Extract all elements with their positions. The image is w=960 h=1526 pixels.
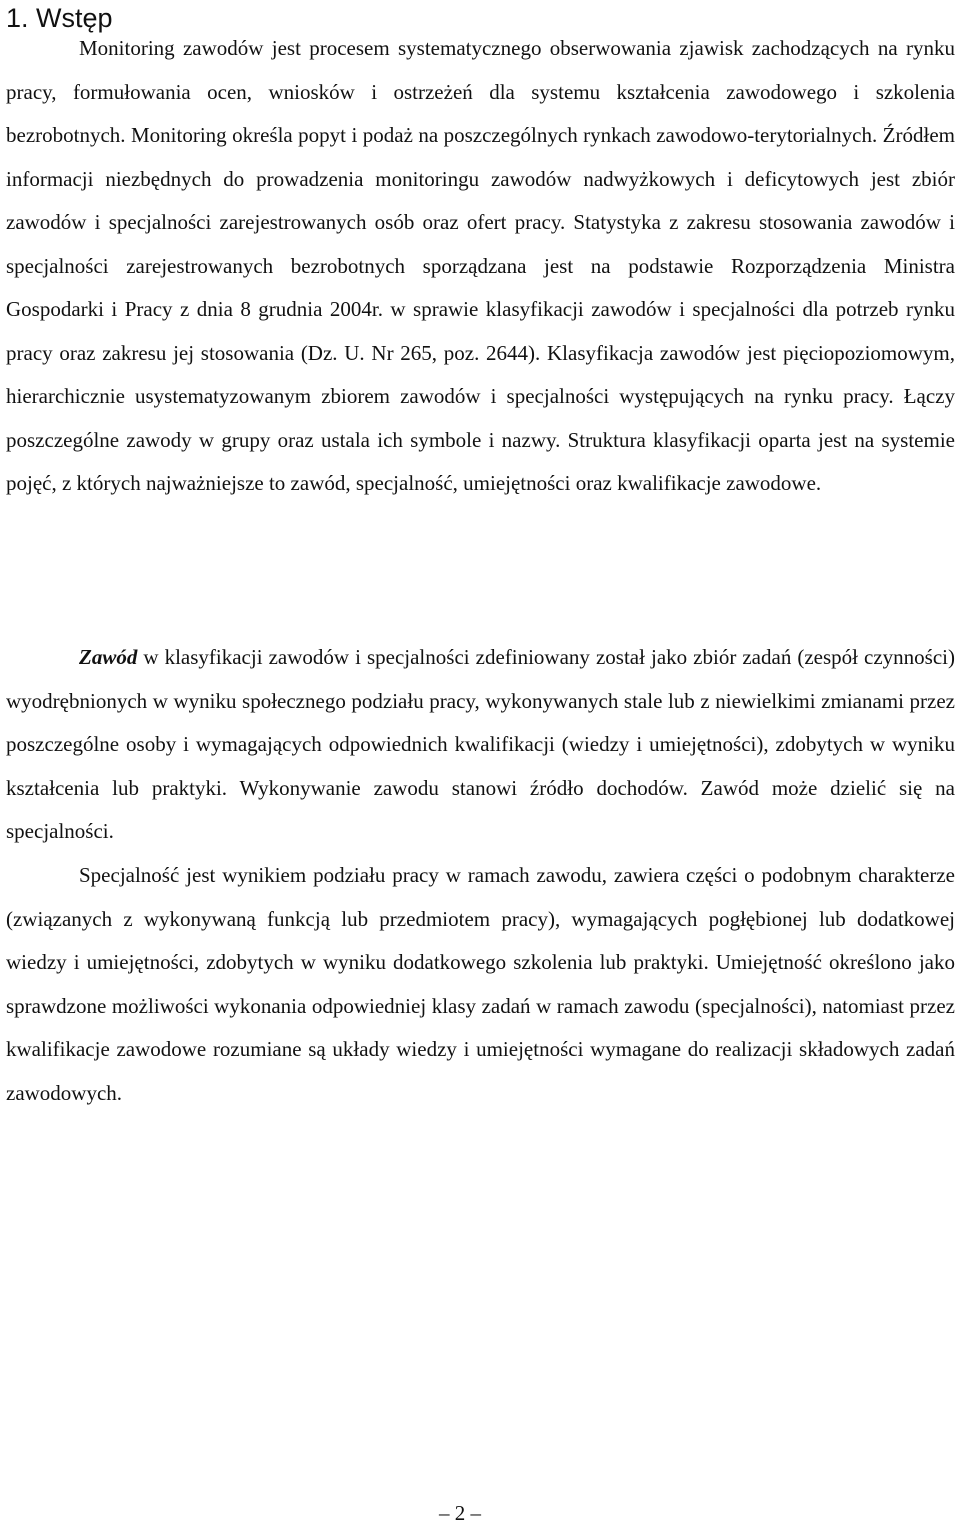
term-zawod: Zawód (79, 645, 138, 669)
paragraph-monitoring: Monitoring zawodów jest procesem systematycznego obserwowania zjawisk zachodzących na rynku pracy, formułowania ocen, wniosków i ostrzeżeń dla systemu kształcenia zawodowego i szkolenia bezrobotnych. Monitoring określa popyt i podaż na poszczególnych rynkach zawodowo-terytorialnych. Źródłem informacji niezbędnych do prowadzenia monitoringu zawodów nadwyżkowych i deficytowych jest zbiór zawodów i specjalności zarejestrowanych osób oraz ofert pracy. Statystyka z zakresu stosowania zawodów i specjalności zarejestrowanych bezrobotnych sporządzana jest na podstawie Rozporządzenia Ministra Gospodarki i Pracy z dnia 8 grudnia 2004r. w sprawie klasyfikacji zawodów i specjalności dla potrzeb rynku pracy oraz zakresu jej stosowania (Dz. U. Nr 265, poz. 2644). Klasyfikacja zawodów jest pięciopoziomowym, hierarchicznie usystematyzowanym zbiorem zawodów i specjalności występujących na rynku pracy. Łączy poszczególne zawody w grupy oraz ustala ich symbole i nazwy. Struktura klasyfikacji oparta jest na systemie pojęć, z których najważniejsze to zawód, specjalność, umiejętności oraz kwalifikacje zawodowe. (6, 36, 955, 495)
paragraph-zawod (6, 636, 955, 854)
paragraph-zawod-text: w klasyfikacji zawodów i specjalności zdefiniowany został jako zbiór zadań (zespół czynności) wyodrębnionych w wyniku społecznego podziału pracy, wykonywanych stale lub z niewielkimi zmianami przez poszczególne osoby i wymagających odpowiednich kwalifikacji (wiedzy i umiejętności), zdobytych w wyniku kształcenia lub praktyki. Wykonywanie zawodu stanowi źródło dochodów. Zawód może dzielić się na specjalności. (6, 645, 955, 843)
page-number: – 2 – (439, 1501, 481, 1525)
paragraph-specjalnosc: Specjalność jest wynikiem podziału pracy w ramach zawodu, zawiera części o podobnym charakterze (związanych z wykonywaną funkcją lub przedmiotem pracy), wymagających pogłębionej lub dodatkowej wiedzy i umiejętności, zdobytych w wyniku dodatkowego szkolenia lub praktyki. Umiejętność określono jako sprawdzone możliwości wykonania odpowiedniej klasy zadań w ramach zawodu (specjalności), natomiast przez kwalifikacje zawodowe rozumiane są układy wiedzy i umiejętności wymagane do realizacji składowych zadań zawodowych. (6, 863, 955, 1105)
section-heading: 1. Wstęp (6, 3, 113, 33)
